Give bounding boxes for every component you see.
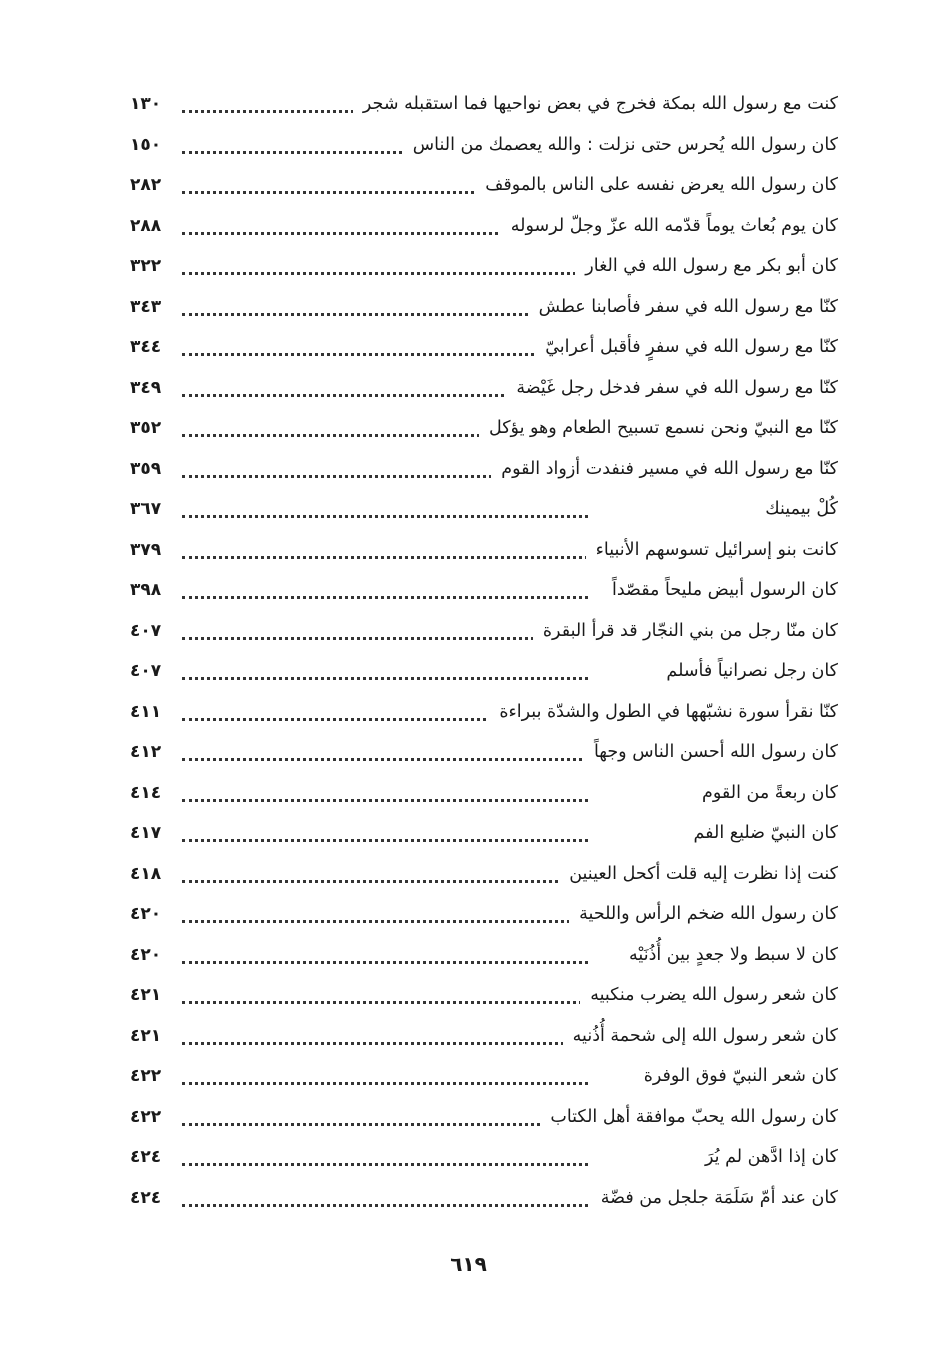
dot-leader xyxy=(182,1082,588,1085)
entry-page-number: ٤١٨ xyxy=(130,854,167,895)
entry-page-number: ٢٨٢ xyxy=(130,165,167,206)
entry-text: كان الرسول أبيض مليحاً مقصّداً xyxy=(602,570,838,611)
entry-text: كان يوم بُعاث يوماً قدّمه الله عزّ وجلّ لرسوله xyxy=(501,206,838,247)
entry-text: كان شعر رسول الله إلى شحمة أُذُنيه xyxy=(563,1016,838,1057)
entry-page-number: ١٣٠ xyxy=(130,84,167,125)
index-entry xyxy=(130,368,838,409)
entry-page-number: ٤١٢ xyxy=(130,732,167,773)
entry-text: كنّا مع رسول الله في سفر فأصابنا عطش xyxy=(529,287,838,328)
dot-leader xyxy=(182,272,588,275)
entry-page-number: ٤١٧ xyxy=(130,813,167,854)
entry-page-number: ٤٢١ xyxy=(130,975,167,1016)
entry-page-number: ٣٩٨ xyxy=(130,570,167,611)
index-entry xyxy=(130,246,838,287)
dot-leader xyxy=(182,677,588,680)
index-entry xyxy=(130,206,838,247)
entry-text: كان رسول الله يُحرس حتى نزلت : والله يعصمك من الناس xyxy=(403,125,838,166)
dot-leader xyxy=(182,515,588,518)
index-entry xyxy=(130,570,838,611)
entry-text: كان النبيّ ضليع الفم xyxy=(684,813,839,854)
dot-leader xyxy=(182,961,588,964)
index-entry xyxy=(130,1137,838,1178)
index-entry xyxy=(130,449,838,490)
dot-leader xyxy=(182,1123,588,1126)
index-entry xyxy=(130,84,838,125)
index-entry xyxy=(130,975,838,1016)
dot-leader xyxy=(182,1001,588,1004)
entry-page-number: ٣٧٩ xyxy=(130,530,167,571)
index-entry xyxy=(130,125,838,166)
index-entry xyxy=(130,489,838,530)
dot-leader xyxy=(182,1204,588,1207)
dot-leader xyxy=(182,353,588,356)
index-entry xyxy=(130,408,838,449)
entry-text: كان رسول الله ضخم الرأس واللحية xyxy=(569,894,838,935)
index-entry xyxy=(130,1056,838,1097)
entry-text: كنّا مع رسول الله في مسير فنفدت أزواد القوم xyxy=(491,449,838,490)
dot-leader xyxy=(182,637,588,640)
entry-text: كان عند أمّ سَلَمَة جلجل من فضّة xyxy=(591,1178,838,1219)
entry-text: كان رسول الله يحبّ موافقة أهل الكتاب xyxy=(540,1097,838,1138)
index-entry xyxy=(130,165,838,206)
entry-page-number: ٤٢٤ xyxy=(130,1137,167,1178)
entry-page-number: ٤٠٧ xyxy=(130,611,167,652)
index-entry xyxy=(130,651,838,692)
entry-text: كان رجل نصرانياً فأسلم xyxy=(656,651,838,692)
index-list xyxy=(130,84,838,1218)
dot-leader xyxy=(182,556,588,559)
entry-page-number: ٤٢٢ xyxy=(130,1097,167,1138)
entry-page-number: ٤٢٠ xyxy=(130,894,167,935)
entry-page-number: ٣٤٣ xyxy=(130,287,167,328)
index-entry xyxy=(130,894,838,935)
entry-text: كان رسول الله أحسن الناس وجهاً xyxy=(584,732,838,773)
dot-leader xyxy=(182,920,588,923)
dot-leader xyxy=(182,596,588,599)
dot-leader xyxy=(182,758,588,761)
entry-page-number: ٣٢٢ xyxy=(130,246,167,287)
entry-text: كنّا مع النبيّ ونحن نسمع تسبيح الطعام وهو يؤكل xyxy=(479,408,838,449)
entry-page-number: ٣٤٤ xyxy=(130,327,167,368)
index-entry xyxy=(130,732,838,773)
entry-text: كان لا سبط ولا جعدٍ بين أُذُنَيْه xyxy=(619,935,838,976)
page-number: ٦١٩ xyxy=(450,1252,487,1276)
entry-text: كان ربعةً من القوم xyxy=(692,773,838,814)
entry-text: كنت مع رسول الله بمكة فخرج في بعض نواحيها فما استقبله شجر xyxy=(353,84,838,125)
entry-text: كان شعر رسول الله يضرب منكبيه xyxy=(580,975,838,1016)
dot-leader xyxy=(182,880,588,883)
index-entry xyxy=(130,692,838,733)
entry-text: كنّا مع رسول الله في سفرٍ فأقبل أعرابيّ xyxy=(535,327,838,368)
index-entry xyxy=(130,773,838,814)
entry-text: كُلْ بيمينك xyxy=(755,489,838,530)
index-entry xyxy=(130,530,838,571)
index-entry xyxy=(130,1178,838,1219)
index-entry xyxy=(130,935,838,976)
entry-text: كنّا مع رسول الله في سفر فدخل رجل غَيْضة xyxy=(506,368,838,409)
index-entry xyxy=(130,327,838,368)
entry-text: كان منّا رجل من بني النجّار قد قرأ البقرة xyxy=(533,611,838,652)
index-entry xyxy=(130,1097,838,1138)
dot-leader xyxy=(182,839,588,842)
index-entry xyxy=(130,854,838,895)
entry-page-number: ٤٠٧ xyxy=(130,651,167,692)
entry-text: كان شعر النبيّ فوق الوفرة xyxy=(634,1056,838,1097)
entry-page-number: ٣٥٢ xyxy=(130,408,167,449)
entry-page-number: ٤١٤ xyxy=(130,773,167,814)
index-entry xyxy=(130,611,838,652)
index-entry xyxy=(130,1016,838,1057)
entry-page-number: ٤٢١ xyxy=(130,1016,167,1057)
entry-text: كانت بنو إسرائيل تسوسهم الأنبياء xyxy=(586,530,838,571)
entry-text: كنّا نقرأ سورة نشبّهها في الطول والشدّة ببراءة xyxy=(489,692,838,733)
dot-leader xyxy=(182,1042,588,1045)
entry-page-number: ٣٤٩ xyxy=(130,368,167,409)
index-entry xyxy=(130,287,838,328)
entry-page-number: ٤٢٤ xyxy=(130,1178,167,1219)
entry-text: كان إذا ادَّهن لم يُرَ xyxy=(695,1137,838,1178)
dot-leader xyxy=(182,799,588,802)
entry-page-number: ٤٢٢ xyxy=(130,1056,167,1097)
entry-page-number: ١٥٠ xyxy=(130,125,167,166)
entry-page-number: ٤٢٠ xyxy=(130,935,167,976)
entry-page-number: ٤١١ xyxy=(130,692,167,733)
dot-leader xyxy=(182,313,588,316)
entry-page-number: ٣٦٧ xyxy=(130,489,167,530)
index-entry xyxy=(130,813,838,854)
entry-text: كان رسول الله يعرض نفسه على الناس بالموقف xyxy=(475,165,838,206)
dot-leader xyxy=(182,1163,588,1166)
entry-page-number: ٢٨٨ xyxy=(130,206,167,247)
entry-text: كان أبو بكر مع رسول الله في الغار xyxy=(575,246,838,287)
entry-text: كنت إذا نظرت إليه قلت أكحل العينين xyxy=(559,854,838,895)
entry-page-number: ٣٥٩ xyxy=(130,449,167,490)
